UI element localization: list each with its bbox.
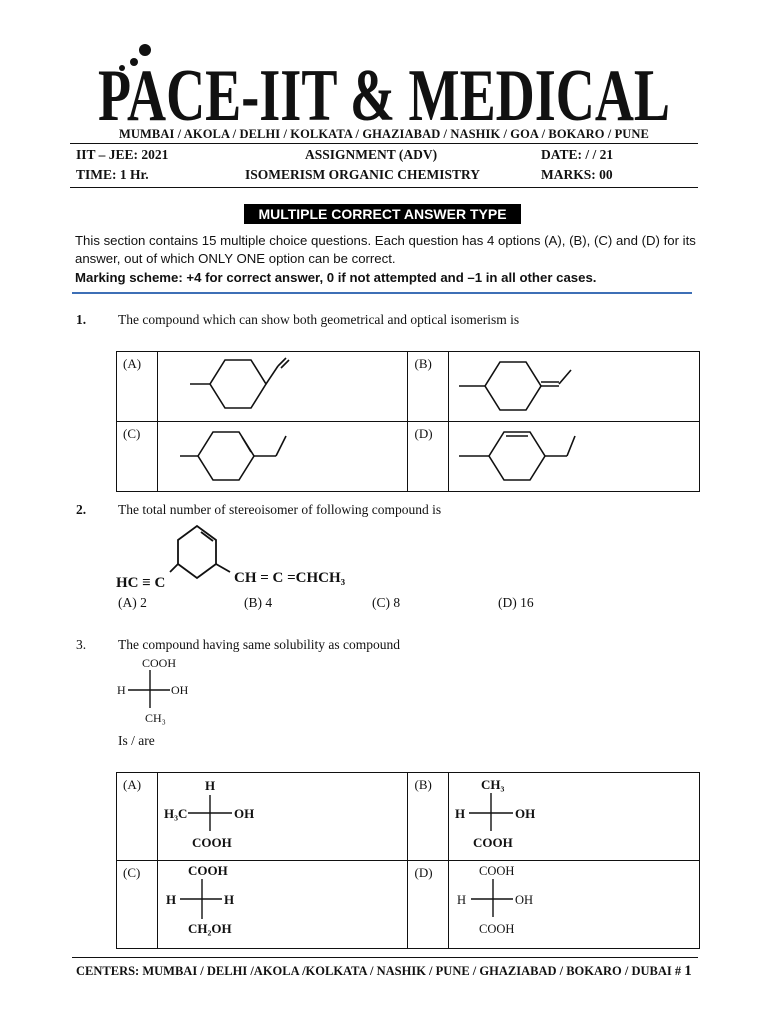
- svg-text:COOH: COOH: [479, 922, 515, 936]
- svg-text:COOH: COOH: [191, 835, 232, 850]
- question-2-number: 2.: [76, 502, 87, 517]
- assignment-label: ASSIGNMENT (ADV): [305, 147, 438, 162]
- exam-label: IIT – JEE: 2021: [76, 147, 169, 162]
- svg-text:H₃C: H₃C: [163, 806, 187, 821]
- section-title: MULTIPLE CORRECT ANSWER TYPE: [244, 204, 521, 224]
- question-3-number: 3.: [76, 637, 87, 652]
- q3-right: OH: [171, 683, 189, 697]
- option-3c-label[interactable]: (C): [117, 861, 158, 949]
- structure-1a: [158, 352, 398, 416]
- footer: [76, 963, 696, 980]
- svg-text:H: H: [455, 806, 466, 821]
- option-3a-structure[interactable]: [157, 773, 408, 861]
- question-1-text: The compound which can show both geometrical and optical isomerism is: [118, 312, 520, 327]
- q3-bottom: CH₃: [145, 711, 166, 725]
- date-label: DATE: / / 21: [541, 147, 614, 162]
- fischer-3b: [449, 773, 689, 855]
- question-3-after: Is / are: [118, 733, 155, 748]
- section-intro: This section contains 15 multiple choice questions. Each question has 4 options (A), (B), (C) and (D) for its answer, out of which ONLY ONE option can be correct.: [75, 233, 696, 266]
- svg-text:H: H: [165, 892, 176, 907]
- option-3b-structure[interactable]: [449, 773, 700, 861]
- centers-list: MUMBAI / AKOLA / DELHI / KOLKATA / GHAZIABAD / NASHIK / GOA / BOKARO / PUNE: [118, 127, 649, 141]
- svg-text:H: H: [204, 778, 215, 793]
- option-1a-structure[interactable]: [157, 352, 408, 422]
- marks-label: MARKS: 00: [541, 167, 613, 182]
- question-3-options: [116, 772, 700, 949]
- option-1a-label[interactable]: (A): [117, 352, 158, 422]
- section-divider: [72, 292, 692, 294]
- fischer-3d: [449, 861, 689, 943]
- question-3-text: The compound having same solubility as compound: [118, 637, 400, 652]
- fischer-3c: [158, 861, 398, 943]
- svg-text:OH: OH: [233, 806, 254, 821]
- option-1d-structure[interactable]: [449, 422, 700, 492]
- question-2-structure: [116, 520, 386, 596]
- option-1b-label[interactable]: (B): [408, 352, 449, 422]
- fischer-3a: [158, 773, 398, 855]
- question-1-number: 1.: [76, 312, 87, 327]
- svg-text:COOH: COOH: [479, 864, 515, 878]
- svg-text:H: H: [457, 893, 467, 907]
- svg-text:CH₃: CH₃: [481, 777, 505, 792]
- structure-1c: [158, 422, 398, 486]
- question-3-fischer: [114, 654, 214, 730]
- option-1b-structure[interactable]: [449, 352, 700, 422]
- header-rule-bottom: [70, 187, 698, 188]
- right-group: CH = C =CHCH₃: [234, 570, 346, 586]
- q3-left: H: [117, 683, 126, 697]
- footer-rule: [72, 957, 698, 958]
- marking-scheme: Marking scheme: +4 for correct answer, 0 if not attempted and –1 in all other cases.: [75, 270, 597, 285]
- option-3a-label[interactable]: (A): [117, 773, 158, 861]
- svg-text:COOH: COOH: [473, 835, 513, 850]
- option-1d-label[interactable]: (D): [408, 422, 449, 492]
- option-1c-label[interactable]: (C): [117, 422, 158, 492]
- brand-logo: [98, 40, 670, 128]
- option-2c[interactable]: (C) 8: [372, 595, 401, 610]
- left-group: HC ≡ C: [116, 575, 166, 591]
- svg-text:OH: OH: [515, 806, 536, 821]
- svg-text:COOH: COOH: [187, 863, 228, 878]
- svg-text:OH: OH: [515, 893, 534, 907]
- footer-centers: CENTERS: MUMBAI / DELHI /AKOLA /KOLKATA / NASHIK / PUNE / GHAZIABAD / BOKARO / DUBAI #: [76, 964, 682, 978]
- time-label: TIME: 1 Hr.: [76, 167, 149, 182]
- option-1c-structure[interactable]: [157, 422, 408, 492]
- svg-text:H: H: [223, 892, 234, 907]
- svg-text:CH₂OH: CH₂OH: [187, 921, 232, 936]
- structure-1b: [449, 352, 689, 416]
- header-rule-top: [70, 143, 698, 144]
- option-3d-structure[interactable]: [449, 861, 700, 949]
- option-3c-structure[interactable]: [157, 861, 408, 949]
- page-number: 1: [684, 963, 692, 979]
- option-3d-label[interactable]: (D): [408, 861, 449, 949]
- q3-top: COOH: [142, 656, 177, 670]
- option-3b-label[interactable]: (B): [408, 773, 449, 861]
- question-2-text: The total number of stereoisomer of following compound is: [118, 502, 442, 517]
- option-2b[interactable]: (B) 4: [244, 595, 273, 610]
- svg-text:PACE-IIT & MEDICAL: PACE-IIT & MEDICAL: [98, 55, 670, 128]
- topic-label: ISOMERISM ORGANIC CHEMISTRY: [245, 167, 481, 182]
- structure-1d: [449, 422, 689, 486]
- question-1-options: [116, 351, 700, 492]
- option-2d[interactable]: (D) 16: [498, 595, 534, 610]
- option-2a[interactable]: (A) 2: [118, 595, 147, 610]
